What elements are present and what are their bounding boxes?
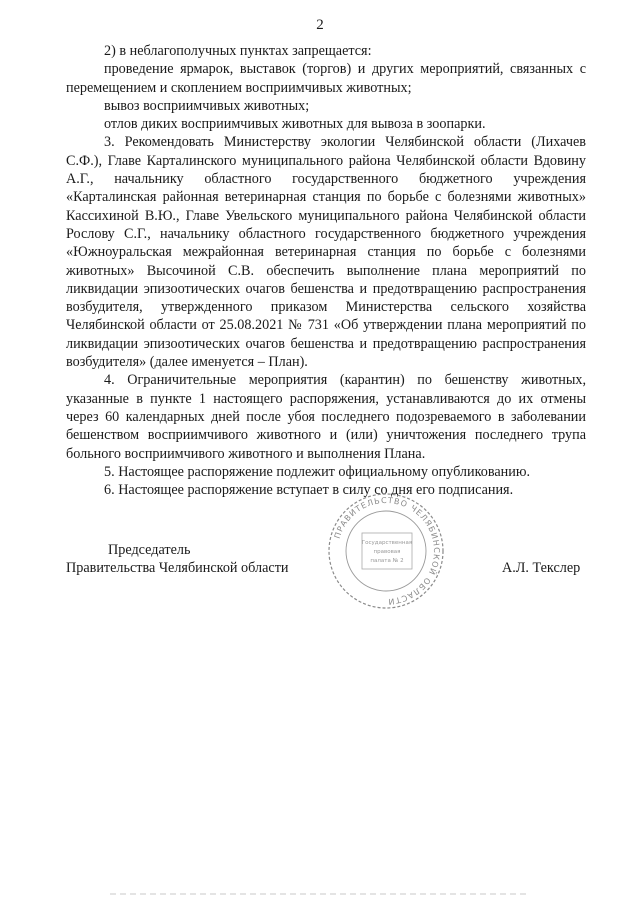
paragraph-6: 6. Настоящее распоряжение вступает в силу со дня его подписания. [104,482,514,499]
paragraph-4: 4. Ограничительные мероприятия (карантин) по бешенству животных, указанные в пункте 1 настоящего распоряжения, устанавливаются до их отмены через 60 календарных дней после убоя последнего подозреваемого в заболевании бешенством восприимчивого животного и (или) уничтожения последнего трупа больного восприимчивого животного и выполнения Плана. [66,372,586,462]
signature-title-line1: Председатель [108,542,191,558]
paragraph-2-header: 2) в неблагополучных пунктах запрещается: [104,43,372,59]
page-number: 2 [316,17,324,33]
bottom-edge-mark [110,893,530,895]
svg-text:палата № 2: палата № 2 [370,558,404,564]
paragraph-5: 5. Настоящее распоряжение подлежит официальному опубликованию. [104,463,531,480]
paragraph-3: 3. Рекомендовать Министерству экологии Челябинской области (Лихачев С.Ф.), Главе Карталинского муниципального района Челябинской области Вдовину А.Г., начальнику областного государственного бюджетного учреждения «Карталинская районная ветеринарная станция по борьбе с болезнями животных» Кассихиной В.Ю., Главе Увельского муниципального района Челябинской области Рослову С.Г., начальнику областного государственного бюджетного учреждения «Южноуральская межрайонная ветеринарная станция по борьбе с болезнями животных» Высочиной С.В. обеспечить выполнение плана мероприятий по ликвидации эпизоотических очагов бешенства и предотвращению распространения возбудителя, утвержденного приказом Министерства сельского хозяйства Челябинской области от 25.08.2021 № 731 «Об утверждении плана мероприятий по ликвидации эпизоотических очагов бешенства и предотвращению распространения возбудителя» (далее именуется – План). [66,134,586,371]
paragraph-ban-export: вывоз восприимчивых животных; [104,97,310,114]
signatory-name: А.Л. Текслер [502,560,581,576]
official-seal-icon [326,491,446,611]
signature-title-line2: Правительства Челябинской области [66,560,289,577]
svg-text:правовая: правовая [373,549,401,555]
svg-text:ПРАВИТЕЛЬСТВО ЧЕЛЯБИНСКОЙ ОБЛА: ПРАВИТЕЛЬСТВО ЧЕЛЯБИНСКОЙ ОБЛАСТИ [332,495,442,607]
svg-text:Государственная: Государственная [361,540,413,546]
paragraph-ban-fairs: проведение ярмарок, выставок (торгов) и других мероприятий, связанных с перемещением и скоплением восприимчивых животных; [66,61,586,96]
document-body [66,42,586,499]
paragraph-ban-capture: отлов диких восприимчивых животных для вывоза в зоопарки. [104,116,486,133]
signature-block [66,541,288,578]
